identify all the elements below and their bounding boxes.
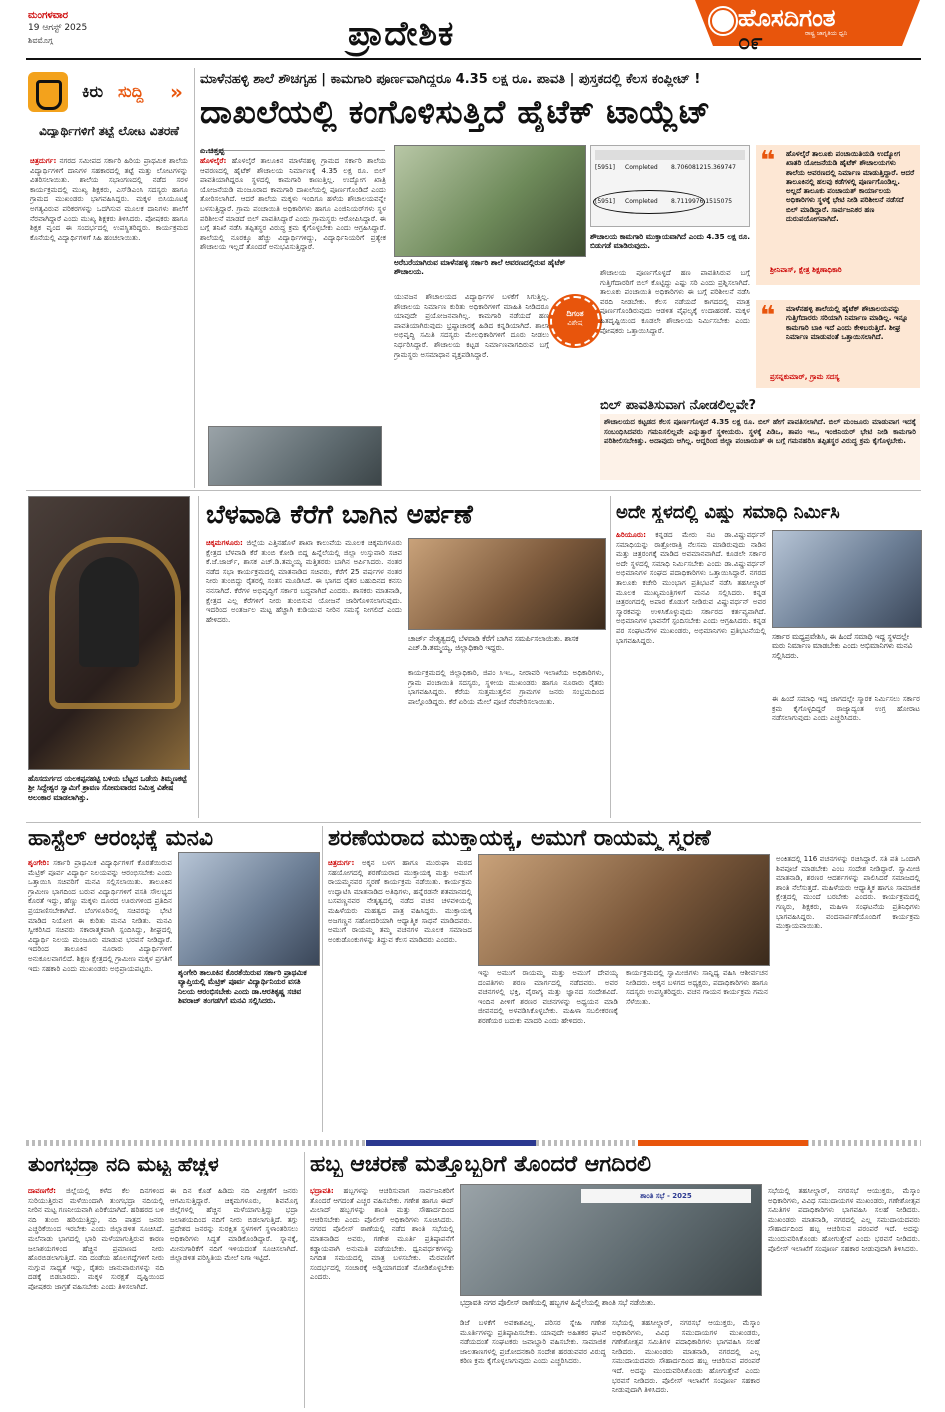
vishnu-photo-caption: ಸರ್ಕಾರ ಮಧ್ಯಪ್ರವೇಶಿಸಿ, ಈ ಹಿಂದೆ ಸಮಾಧಿ ಇದ್ದ ಸ್ಥಳದಲ್ಲೇ ಮರು ನಿರ್ಮಾಣ ಮಾಡಬೇಕು ಎಂದು ಅಭಿಮಾನಿಗಳು ಮನವಿ ಸಲ್ಲಿಸಿದರು. (772, 632, 913, 660)
habba-body: ಭದ್ರಾವತಿ: ಹಬ್ಬಗಳನ್ನು ಆಚರಿಸುವಾಗ ಸಾರ್ವಜನಿಕರಿಗೆ ತೊಂದರೆ ಆಗದಂತೆ ಎಚ್ಚರ ವಹಿಸಬೇಕು. ಗಣೇಶ ಹಾಗೂ ಈದ್ ಮಿಲಾದ್ ಹಬ್ಬಗಳನ್ನು ಶಾಂತಿ ಮತ್ತು ಸೌಹಾರ್ದದಿಂದ ಆಚರಿಸಬೇಕು ಎಂದು ಪೊಲೀಸ್ ಅಧಿಕಾರಿಗಳು ಸೂಚಿಸಿದರು. ನಗರದ ಪೊಲೀಸ್ ಠಾಣೆಯಲ್ಲಿ ನಡೆದ ಶಾಂತಿ ಸಭೆಯಲ್ಲಿ ಮಾತನಾಡಿದ ಅವರು, ಗಣೇಶ ಮೂರ್ತಿ ಪ್ರತಿಷ್ಠಾಪನೆಗೆ ಕಡ್ಡಾಯವಾಗಿ ಅನುಮತಿ ಪಡೆಯಬೇಕು. ಧ್ವನಿವರ್ಧಕಗಳನ್ನು ನಿಗದಿತ ಸಮಯದಲ್ಲಿ ಮಾತ್ರ ಬಳಸಬೇಕು. ಮೆರವಣಿಗೆ ಸಂದರ್ಭದಲ್ಲಿ ಸಂಚಾರಕ್ಕೆ ಅಡ್ಡಿಯಾಗದಂತೆ ನೋಡಿಕೊಳ್ಳಬೇಕು ಎಂದರು. (310, 1186, 454, 1282)
habba-body-3: ಸಭೆಯಲ್ಲಿ ತಹಸೀಲ್ದಾರ್, ನಗರಸಭೆ ಆಯುಕ್ತರು, ಮೆಸ್ಕಾಂ ಅಧಿಕಾರಿಗಳು, ವಿವಿಧ ಸಮುದಾಯಗಳ ಮುಖಂಡರು, ಗಣೇಶೋತ್ಸವ ಸಮಿತಿಗಳ ಪದಾಧಿಕಾರಿಗಳು ಭಾಗವಹಿಸಿ ಸಲಹೆ ನೀಡಿದರು. ಮುಖಂಡರು ಮಾತನಾಡಿ, ನಗರದಲ್ಲಿ ಎಲ್ಲ ಸಮುದಾಯದವರು ಸೌಹಾರ್ದದಿಂದ ಹಬ್ಬ ಆಚರಿಸುವ ಪರಂಪರೆ ಇದೆ. ಅದನ್ನು ಮುಂದುವರಿಸಿಕೊಂಡು ಹೋಗುತ್ತೇವೆ ಎಂದು ಭರವಸೆ ನೀಡಿದರು. ಪೊಲೀಸ್ ಇಲಾಖೆಗೆ ಸಂಪೂರ್ಣ ಸಹಕಾರ ನೀಡುವುದಾಗಿ ತಿಳಿಸಿದರು. (612, 1318, 760, 1395)
belawadi-headline: ಬೆಳವಾಡಿ ಕೆರೆಗೆ ಬಾಗಿನ ಅರ್ಪಣೆ (206, 500, 473, 530)
sharane-headline: ಶರಣೆಯರಾದ ಮುಕ್ತಾಯಕ್ಕ, ಅಮುಗೆ ರಾಯಮ್ಮ ಸ್ಮರಣೆ (328, 826, 711, 851)
kirusuddi-label-b: ಸುದ್ದಿ (118, 82, 144, 101)
badge-top-text: ದಿಗಂತ (566, 309, 584, 318)
vishnu-body-2: ಈ ಹಿಂದೆ ಸಮಾಧಿ ಇದ್ದ ಜಾಗದಲ್ಲೇ ಸ್ಮಾರಕ ನಿರ್ಮಿಸಲು ಸರ್ಕಾರ ಕ್ರಮ ಕೈಗೊಳ್ಳದಿದ್ದರೆ ರಾಜ್ಯಾದ್ಯಂತ ಉಗ್ರ ಹೋರಾಟ ನಡೆಸಲಾಗುವುದು ಎಂದು ಎಚ್ಚರಿಸಿದರು. (772, 694, 920, 723)
lead-subhead-box: ಶೌಚಾಲಯದ ಕಟ್ಟಡದ ಕೆಲಸ ಪೂರ್ಣಗೊಳ್ಳದೆ 4.35 ಲಕ್ಷ ರೂ. ಬಿಲ್ ಹೇಗೆ ಪಾವತಿಸಲಾಗಿದೆ. ಬಿಲ್ ಮಂಜೂರು ಮಾಡುವಾಗ ಇದಕ್ಕೆ ಸಂಬಂಧಿಸಿದವರು ಗಮನಿಸಲಿಲ್ಲವೇ ಎನ್ನುತ್ತಾರೆ ಸ್ಥಳೀಯರು. ಸ್ಥಳಕ್ಕೆ ಪಿಡಿಒ, ತಾಪಂ ಇಒ, ಇಂಜಿನಿಯರ್ ಭೇಟಿ ನೀಡಿ ಕಾಮಗಾರಿ ಪರಿಶೀಲಿಸಬೇಕಿತ್ತು. ಅದಾವುದು ಆಗಿಲ್ಲ. ಆದ್ದರಿಂದ ಜಿಲ್ಲಾ ಪಂಚಾಯತ್ ಈ ಬಗ್ಗೆ ಗಮನಹರಿಸಿ ತಪ್ಪಿತಸ್ಥರ ವಿರುದ್ಧ ಕ್ರಮ ಕೈಗೊಳ್ಳಬೇಕು. (600, 414, 920, 480)
lead-photo-caption: ಅರೆಬರೆಯಾಗಿರುವ ಮಾಳೆನಹಳ್ಳಿ ಸರ್ಕಾರಿ ಶಾಲೆ ಆವರಣದಲ್ಲಿರುವ ಹೈಟೆಕ್ ಶೌಚಾಲಯ. (394, 258, 566, 277)
hostel-headline: ಹಾಸ್ಟೆಲ್ ಆರಂಭಕ್ಕೆ ಮನವಿ (28, 826, 214, 851)
kirusuddi-headline: ವಿದ್ಯಾರ್ಥಿಗಳಿಗೆ ತಟ್ಟೆ ಲೋಟ ವಿತರಣೆ (39, 124, 179, 138)
doc-id-2: [5951] (595, 198, 615, 205)
belawadi-photo-caption: ಚಾರ್ಜ್ ನೇತೃತ್ವದಲ್ಲಿ ಬೆಳವಾಡಿ ಕೆರೆಗೆ ಬಾಗಿನ ಸಮರ್ಪಿಸಲಾಯಿತು. ಶಾಸಕ ಎಚ್.ಡಿ.ತಮ್ಮಯ್ಯ, ಜಿಲ್ಲಾಧಿಕಾರಿ ಇದ್ದರು. (408, 634, 579, 653)
habba-photo (460, 1184, 762, 1296)
tungabhadra-body: ದಾವಣಗೆರೆ: ಜಿಲ್ಲೆಯಲ್ಲಿ ಕಳೆದ ಕೆಲ ದಿನಗಳಿಂದ ಸುರಿಯುತ್ತಿರುವ ಮಳೆಯಿಂದಾಗಿ ತುಂಗಭದ್ರಾ ನದಿಯಲ್ಲಿ ನೀರಿನ ಮಟ್ಟ ಗಣನೀಯವಾಗಿ ಏರಿಕೆಯಾಗಿದೆ. ಹರಿಹರದ ಬಳಿ ನದಿ ತುಂಬಿ ಹರಿಯುತ್ತಿದ್ದು, ನದಿ ಪಾತ್ರದ ಜನರು ಎಚ್ಚರಿಕೆಯಿಂದ ಇರಬೇಕು ಎಂದು ಜಿಲ್ಲಾಡಳಿತ ಸೂಚಿಸಿದೆ. ಮಲೆನಾಡು ಭಾಗದಲ್ಲಿ ಭಾರಿ ಮಳೆಯಾಗುತ್ತಿರುವ ಕಾರಣ ಜಲಾಶಯಗಳಿಂದ ಹೆಚ್ಚಿನ ಪ್ರಮಾಣದ ನೀರು ಹೊರಬಿಡಲಾಗುತ್ತಿದೆ. ನದಿ ದಂಡೆಯ ಹೊಲಗದ್ದೆಗಳಿಗೆ ನೀರು ನುಗ್ಗುವ ಸಾಧ್ಯತೆ ಇದ್ದು, ರೈತರು ಜಾನುವಾರುಗಳನ್ನು ನದಿ ದಡಕ್ಕೆ ಬಿಡಬಾರದು. ಮಕ್ಕಳ ಸುರಕ್ಷತೆ ದೃಷ್ಟಿಯಿಂದ ಪೋಷಕರು ಜಾಗ್ರತೆ ವಹಿಸಬೇಕು ಎಂದು ತಿಳಿಸಲಾಗಿದೆ. (28, 1186, 164, 1291)
masthead-date: 19 ಆಗಸ್ಟ್ 2025 (28, 23, 88, 33)
sharane-body-2: ಇನ್ನು ಅಮುಗೆ ರಾಯಮ್ಮ ಮತ್ತು ಅಮುಗೆ ದೇವಯ್ಯ ದಂಪತಿಗಳು ಶರಣ ಮಾರ್ಗದಲ್ಲಿ ನಡೆದವರು. ಅವರ ವಚನಗಳಲ್ಲಿ ಭಕ್ತಿ, ವೈರಾಗ್ಯ ಮತ್ತು ಜ್ಞಾನದ ಸಂದೇಶವಿದೆ. ಇಂದಿನ ಪೀಳಿಗೆ ಶರಣರ ವಚನಗಳನ್ನು ಅಧ್ಯಯನ ಮಾಡಿ ಜೀವನದಲ್ಲಿ ಅಳವಡಿಸಿಕೊಳ್ಳಬೇಕು. ಮಹಿಳಾ ಸಬಲೀಕರಣಕ್ಕೆ ಶರಣೆಯರ ಬದುಕು ಮಾದರಿ ಎಂದು ಹೇಳಿದರು. (478, 968, 618, 1025)
habba-body-2: ಡಿಜೆ ಬಳಕೆಗೆ ಅವಕಾಶವಿಲ್ಲ. ಪರಿಸರ ಸ್ನೇಹಿ ಗಣೇಶ ಮೂರ್ತಿಗಳನ್ನು ಪ್ರತಿಷ್ಠಾಪಿಸಬೇಕು. ಯಾವುದೇ ಅಹಿತಕರ ಘಟನೆ ನಡೆಯದಂತೆ ಸಂಘಟಕರು ಜವಾಬ್ದಾರಿ ವಹಿಸಬೇಕು. ಸಾಮಾಜಿಕ ಜಾಲತಾಣಗಳಲ್ಲಿ ಪ್ರಚೋದನಕಾರಿ ಸಂದೇಶ ಹರಡುವವರ ವಿರುದ್ಧ ಕಠಿಣ ಕ್ರಮ ಕೈಗೊಳ್ಳಲಾಗುವುದು ಎಂದು ಎಚ್ಚರಿಸಿದರು. (460, 1318, 606, 1366)
hostel-photo (178, 852, 320, 966)
sharane-body: ಚಿತ್ರದುರ್ಗ: ಅಕ್ಕನ ಬಳಗ ಹಾಗೂ ಮುರುಘಾ ಮಠದ ಸಹಯೋಗದಲ್ಲಿ ಶರಣೆಯರಾದ ಮುಕ್ತಾಯಕ್ಕ ಮತ್ತು ಅಮುಗೆ ರಾಯಮ್ಮನವರ ಸ್ಮರಣೆ ಕಾರ್ಯಕ್ರಮ ನಡೆಯಿತು. ಕಾರ್ಯಕ್ರಮ ಉದ್ಘಾಟಿಸಿ ಮಾತನಾಡಿದ ಅತಿಥಿಗಳು, ಹನ್ನೆರಡನೇ ಶತಮಾನದಲ್ಲಿ ಬಸವಣ್ಣನವರ ನೇತೃತ್ವದಲ್ಲಿ ನಡೆದ ವಚನ ಚಳವಳಿಯಲ್ಲಿ ಮಹಿಳೆಯರು ಮಹತ್ವದ ಪಾತ್ರ ವಹಿಸಿದ್ದರು. ಮುಕ್ತಾಯಕ್ಕ ಅಜಗಣ್ಣನ ಸಹೋದರಿಯಾಗಿ ಆಧ್ಯಾತ್ಮಿಕ ಸಾಧನೆ ಮಾಡಿದವರು. ಅಮುಗೆ ರಾಯಮ್ಮ ತಮ್ಮ ವಚನಗಳ ಮೂಲಕ ಸಮಾಜದ ಅಂಕುಡೊಂಕುಗಳನ್ನು ತಿದ್ದುವ ಕೆಲಸ ಮಾಡಿದರು ಎಂದರು. (328, 858, 472, 944)
chevrons-icon: » (170, 80, 183, 104)
belawadi-photo (408, 538, 606, 630)
habba-banner: ಶಾಂತಿ ಸಭೆ - 2025 (581, 1189, 751, 1203)
quote-icon-2: ❝ (760, 301, 776, 331)
kirusuddi-box (26, 70, 188, 120)
belawadi-body-2: ಕಾರ್ಯಕ್ರಮದಲ್ಲಿ ಜಿಲ್ಲಾಧಿಕಾರಿ, ಜಿಪಂ ಸಿಇಒ, ನೀರಾವರಿ ಇಲಾಖೆಯ ಅಧಿಕಾರಿಗಳು, ಗ್ರಾಮ ಪಂಚಾಯಿತಿ ಸದಸ್ಯರು, ಸ್ಥಳೀಯ ಮುಖಂಡರು ಹಾಗೂ ನೂರಾರು ರೈತರು ಭಾಗವಹಿಸಿದ್ದರು. ಕೆರೆಯ ಸುತ್ತಮುತ್ತಲಿನ ಗ್ರಾಮಗಳ ಜನರು ಸಂಭ್ರಮದಿಂದ ಪಾಲ್ಗೊಂಡಿದ್ದರು. ಕೆರೆ ಏರಿಯ ಮೇಲೆ ಪೂಜೆ ನೆರವೇರಿಸಲಾಯಿತು. (408, 668, 604, 706)
logo-emblem-icon (710, 8, 736, 34)
vishnu-photo (772, 530, 922, 628)
lead-byline: ಎ.ಚಿತ್ತಪ್ಪ (200, 146, 225, 155)
logo-tagline: ರಾಷ್ಟ್ರ ಜಾಗೃತಿಯ ಧ್ವನಿ (805, 30, 848, 37)
quote-box-2 (756, 300, 920, 388)
belawadi-body: ಚಿಕ್ಕಮಗಳೂರು: ಜಿಲ್ಲೆಯ ಎತ್ತಿನಹೊಳೆ ಶಾಖಾ ಕಾಲುವೆಯ ಮೂಲಕ ಚಿಕ್ಕಮಗಳೂರು ಕ್ಷೇತ್ರದ ಬೆಳವಾಡಿ ಕೆರೆ ತುಂಬಿ ಕೋಡಿ ಬಿದ್ದ ಹಿನ್ನೆಲೆಯಲ್ಲಿ ಜಿಲ್ಲಾ ಉಸ್ತುವಾರಿ ಸಚಿವ ಕೆ.ಜೆ.ಜಾರ್ಜ್, ಶಾಸಕ ಎಚ್.ಡಿ.ತಮ್ಮಯ್ಯ ಮತ್ತಿತರರು ಬಾಗಿನ ಅರ್ಪಿಸಿದರು. ನಂತರ ನಡೆದ ಸಭಾ ಕಾರ್ಯಕ್ರಮದಲ್ಲಿ ಮಾತನಾಡಿದ ಸಚಿವರು, ಕೆರೆಗೆ 25 ವರ್ಷಗಳ ನಂತರ ನೀರು ತುಂಬಿದ್ದು ರೈತರಲ್ಲಿ ಸಂತಸ ಮೂಡಿಸಿದೆ. ಈ ಭಾಗದ ರೈತರ ಬಹುದಿನದ ಕನಸು ನನಸಾಗಿದೆ. ಕೆರೆಗಳ ಅಭಿವೃದ್ಧಿಗೆ ಸರ್ಕಾರ ಬದ್ಧವಾಗಿದೆ ಎಂದರು. ಶಾಸಕರು ಮಾತನಾಡಿ, ಕ್ಷೇತ್ರದ ಎಲ್ಲ ಕೆರೆಗಳಿಗೆ ನೀರು ತುಂಬಿಸುವ ಯೋಜನೆ ಜಾರಿಗೊಳಿಸಲಾಗುವುದು. ಇದರಿಂದ ಅಂತರ್ಜಲ ಮಟ್ಟ ಹೆಚ್ಚಾಗಿ ಕುಡಿಯುವ ನೀರಿನ ಸಮಸ್ಯೆ ನೀಗಲಿದೆ ಎಂದು ಹೇಳಿದರು. (206, 538, 402, 624)
tungabhadra-headline: ತುಂಗಭದ್ರಾ ನದಿ ಮಟ್ಟ ಹೆಚ್ಚಳ (28, 1152, 219, 1176)
doc-num-2: 8.7119976.1515075 (671, 198, 733, 205)
hostel-photo-caption: ಶೃಂಗೇರಿ ತಾಲೂಕಿನ ಕೊರತೆಯಿರುವ ಸರ್ಕಾರಿ ಪ್ರಾಥಮಿಕ ವ್ಯಾಪ್ತಿಯಲ್ಲಿ ಮೆಟ್ರಿಕ್ ಪೂರ್ವ ವಿದ್ಯಾರ್ಥಿನಿಯರ ವಸತಿ ನಿಲಯ ಆರಂಭಿಸಬೇಕು ಎಂದು ಡಾ.ಆರತಿಕೃಷ್ಣ ಸಚಿವ ಶಿವರಾಜ್ ತಂಗಡಗಿಗೆ ಮನವಿ ಸಲ್ಲಿಸಿದರು. (178, 968, 307, 1006)
bill-document (590, 145, 750, 227)
doc-id-1: [5951] (595, 164, 615, 171)
quote-1-text: ಹೊಳಲ್ಕೆರೆ ತಾಲೂಕು ಪಂಚಾಯಿತಿಯಡಿ ಉದ್ಯೋಗ ಖಾತರಿ ಯೋಜನೆಯಡಿ ಹೈಟೆಕ್ ಶೌಚಾಲಯಗಳು ಶಾಲೆಯ ಆವರಣದಲ್ಲಿ ನಿರ್ಮಾಣ ಮಾಡುತ್ತಿದ್ದಾರೆ. ಆದರೆ ತಾಲೂಕಿನಲ್ಲಿ ಹಲವು ಕಡೆಗಳಲ್ಲಿ ಪೂರ್ಣಗೊಂಡಿಲ್ಲ. ಅಲ್ಲದೆ ತಾಲೂಕು ಪಂಚಾಯತ್ ಕಾರ್ಯಾಲಯ ಅಧಿಕಾರಿಗಳು ಸ್ಥಳಕ್ಕೆ ಭೇಟಿ ನೀಡಿ ಪರಿಶೀಲನೆ ನಡೆಸದೆ ಬಿಲ್ ಮಾಡಿದ್ದಾರೆ. ಸಾರ್ವಜನಿಕರ ಹಣ ದುರುಪಯೋಗವಾಗಿದೆ. (786, 149, 915, 224)
habba-photo-caption: ಭದ್ರಾವತಿ ನಗರ ಪೊಲೀಸ್ ಠಾಣೆಯಲ್ಲಿ ಹಬ್ಬಗಳ ಹಿನ್ನೆಲೆಯಲ್ಲಿ ಶಾಂತಿ ಸಭೆ ನಡೆಯಿತು. (460, 1298, 656, 1307)
doc-status-1: Completed (625, 164, 658, 171)
doc-caption: ಶೌಚಾಲಯ ಕಾಮಗಾರಿ ಮುಕ್ತಾಯವಾಗಿದೆ ಎಂದು 4.35 ಲಕ್ಷ ರೂ. ಬಿಡುಗಡೆ ಮಾಡಿರುವುದು. (590, 232, 750, 251)
quote-box-1 (756, 145, 920, 285)
kirusuddi-label-a: ಕಿರು (82, 82, 104, 101)
lead-toilet-photo (394, 145, 586, 257)
lead-kicker: ಮಾಳೆನಹಳ್ಳಿ ಶಾಲೆ ಶೌಚಗೃಹ | ಕಾಮಗಾರಿ ಪೂರ್ಣವಾಗಿದ್ದರೂ 4.35 ಲಕ್ಷ ರೂ. ಪಾವತಿ | ಪುಸ್ತಕದಲ್ಲಿ ಕೆಲಸ ಕಂಪ್ಲೀಟ್ ! (200, 72, 701, 87)
tungabhadra-body-2: ಈ ದಿನ ಕೊಡೆ ಹಿಡಿದು ನದಿ ವೀಕ್ಷಣೆಗೆ ಜನರು ಆಗಮಿಸುತ್ತಿದ್ದಾರೆ. ಚಿಕ್ಕಮಗಳೂರು, ಶಿವಮೊಗ್ಗ ಜಿಲ್ಲೆಗಳಲ್ಲಿ ಹೆಚ್ಚಿನ ಮಳೆಯಾಗುತ್ತಿದ್ದು ಭದ್ರಾ ಜಲಾಶಯದಿಂದ ನದಿಗೆ ನೀರು ಬಿಡಲಾಗುತ್ತಿದೆ. ತಗ್ಗು ಪ್ರದೇಶದ ಜನರನ್ನು ಸುರಕ್ಷಿತ ಸ್ಥಳಗಳಿಗೆ ಸ್ಥಳಾಂತರಿಸಲು ಅಧಿಕಾರಿಗಳು ಸಿದ್ಧತೆ ಮಾಡಿಕೊಂಡಿದ್ದಾರೆ. ಸ್ನಾನಕ್ಕೆ, ಮೀನುಗಾರಿಕೆಗೆ ನದಿಗೆ ಇಳಿಯದಂತೆ ಸೂಚಿಸಲಾಗಿದೆ. ಜಿಲ್ಲಾಡಳಿತ ಪರಿಸ್ಥಿತಿಯ ಮೇಲೆ ನಿಗಾ ಇಟ್ಟಿದೆ. (170, 1186, 298, 1263)
newspaper-logo: ಹೊಸದಿಗಂತ (738, 4, 836, 32)
masthead-day: ಮಂಗಳವಾರ (28, 10, 69, 21)
masthead-rule (26, 58, 921, 60)
lead-body: ಹೊಳಲ್ಕೆರೆ: ಹೊಳಲ್ಕೆರೆ ತಾಲೂಕಿನ ಮಾಳೆನಹಳ್ಳಿ ಗ್ರಾಮದ ಸರ್ಕಾರಿ ಶಾಲೆಯ ಆವರಣದಲ್ಲಿ ಹೈಟೆಕ್ ಶೌಚಾಲಯ ನಿರ್ಮಾಣಕ್ಕೆ 4.35 ಲಕ್ಷ ರೂ. ಬಿಲ್ ಪಾವತಿಯಾಗಿದ್ದರೂ ಸ್ಥಳದಲ್ಲಿ ಕಾಮಗಾರಿ ಕಾಣುತ್ತಿಲ್ಲ. ಉದ್ಯೋಗ ಖಾತ್ರಿ ಯೋಜನೆಯಡಿ ಮಂಜೂರಾದ ಕಾಮಗಾರಿ ದಾಖಲೆಯಲ್ಲಿ ಪೂರ್ಣಗೊಂಡಿದೆ ಎಂದು ತೋರಿಸಲಾಗಿದೆ. ಆದರೆ ಶಾಲೆಯ ಮಕ್ಕಳು ಇಂದಿಗೂ ಹಳೆಯ ಶೌಚಾಲಯವನ್ನೇ ಬಳಸುತ್ತಿದ್ದಾರೆ. ಗ್ರಾಮ ಪಂಚಾಯಿತಿ ಅಧಿಕಾರಿಗಳು ಹಾಗೂ ಎಂಜಿನಿಯರ್‌ಗಳು ಸ್ಥಳ ಪರಿಶೀಲನೆ ಮಾಡದೆ ಬಿಲ್ ಪಾವತಿಸಿದ್ದಾರೆ ಎಂದು ಗ್ರಾಮಸ್ಥರು ಆರೋಪಿಸಿದ್ದಾರೆ. ಈ ಬಗ್ಗೆ ತನಿಖೆ ನಡೆಸಿ ತಪ್ಪಿತಸ್ಥರ ವಿರುದ್ಧ ಕ್ರಮ ಕೈಗೊಳ್ಳಬೇಕು ಎಂದು ಆಗ್ರಹಿಸಿದ್ದಾರೆ. ಶಾಲೆಯಲ್ಲಿ ನೂರಕ್ಕೂ ಹೆಚ್ಚು ವಿದ್ಯಾರ್ಥಿಗಳಿದ್ದು, ವಿದ್ಯಾರ್ಥಿನಿಯರಿಗೆ ಪ್ರತ್ಯೇಕ ಶೌಚಾಲಯ ಇಲ್ಲದೆ ತೊಂದರೆ ಅನುಭವಿಸುತ್ತಿದ್ದಾರೆ. (200, 156, 386, 252)
kirusuddi-dateline: ಚಿತ್ರದುರ್ಗ: (30, 156, 57, 165)
doc-num-1: 8.706081215.369747 (671, 164, 736, 171)
sharane-photo (478, 854, 770, 966)
badge-bottom-text: ವಿಶೇಷ (567, 319, 583, 327)
quote-icon: ❝ (760, 146, 776, 176)
masthead-city: ಶಿವಮೊಗ್ಗ (28, 36, 53, 45)
lead-school-photo (208, 426, 382, 486)
lead-byline-bar (200, 138, 385, 155)
doc-status-2: Completed (625, 198, 658, 205)
color-stripe (26, 1140, 921, 1146)
sharane-body-4: ಅಂಕಿತದಲ್ಲಿ 116 ವಚನಗಳನ್ನು ರಚಿಸಿದ್ದಾರೆ. ಸತಿ ಪತಿ ಒಂದಾಗಿ ಶಿವಪೂಜೆ ಮಾಡಬೇಕು ಎಂಬ ಸಂದೇಶ ನೀಡಿದ್ದಾರೆ. ಸ್ವಾಮೀಜಿ ಮಾತನಾಡಿ, ಶರಣರ ಆದರ್ಶಗಳನ್ನು ಪಾಲಿಸಿದರೆ ಸಮಾಜದಲ್ಲಿ ಶಾಂತಿ ನೆಲೆಸುತ್ತದೆ. ಮಹಿಳೆಯರು ಆಧ್ಯಾತ್ಮಿಕ ಹಾಗೂ ಸಾಮಾಜಿಕ ಕ್ಷೇತ್ರದಲ್ಲಿ ಮುಂದೆ ಬರಬೇಕು ಎಂದರು. ಕಾರ್ಯಕ್ರಮದಲ್ಲಿ ಗಣ್ಯರು, ಶಿಕ್ಷಕರು, ಮಹಿಳಾ ಸಂಘಟನೆಯ ಪ್ರತಿನಿಧಿಗಳು ಭಾಗವಹಿಸಿದ್ದರು. ವಂದನಾರ್ಪಣೆಯೊಂದಿಗೆ ಕಾರ್ಯಕ್ರಮ ಮುಕ್ತಾಯವಾಯಿತು. (776, 854, 920, 931)
kirusuddi-body: ಚಿತ್ರದುರ್ಗ: ನಗರದ ಸಮೀಪದ ಸರ್ಕಾರಿ ಹಿರಿಯ ಪ್ರಾಥಮಿಕ ಶಾಲೆಯ ವಿದ್ಯಾರ್ಥಿಗಳಿಗೆ ದಾನಿಗಳ ಸಹಕಾರದಲ್ಲಿ ತಟ್ಟೆ ಮತ್ತು ಲೋಟಗಳನ್ನು ವಿತರಿಸಲಾಯಿತು. ಶಾಲೆಯ ಸಭಾಂಗಣದಲ್ಲಿ ನಡೆದ ಸರಳ ಕಾರ್ಯಕ್ರಮದಲ್ಲಿ ಮುಖ್ಯ ಶಿಕ್ಷಕರು, ಎಸ್‌ಡಿಎಂಸಿ ಸದಸ್ಯರು ಹಾಗೂ ಗ್ರಾಮದ ಮುಖಂಡರು ಭಾಗವಹಿಸಿದ್ದರು. ಮಕ್ಕಳ ಬಿಸಿಯೂಟಕ್ಕೆ ಅಗತ್ಯವಿರುವ ಪರಿಕರಗಳನ್ನು ಒದಗಿಸುವ ಮೂಲಕ ದಾನಿಗಳು ಶಾಲೆಗೆ ನೆರವಾಗಿದ್ದಾರೆ ಎಂದು ಮುಖ್ಯ ಶಿಕ್ಷಕರು ತಿಳಿಸಿದರು. ಪೋಷಕರು ಹಾಗೂ ಶಿಕ್ಷಕ ವೃಂದ ಈ ಸಂದರ್ಭದಲ್ಲಿ ಉಪಸ್ಥಿತರಿದ್ದರು. ಕಾರ್ಯಕ್ರಮದ ಕೊನೆಯಲ್ಲಿ ವಿದ್ಯಾರ್ಥಿಗಳಿಗೆ ಸಿಹಿ ಹಂಚಲಾಯಿತು. (30, 156, 188, 242)
quote-2-text: ಮಾಳೆನಹಳ್ಳಿ ಶಾಲೆಯಲ್ಲಿ ಹೈಟೆಕ್ ಶೌಚಾಲಯವನ್ನು ಗುತ್ತಿಗೆದಾರರು ಸರಿಯಾಗಿ ನಿರ್ಮಾಣ ಮಾಡಿಲ್ಲ. ಇನ್ನೂ ಕಾಮಗಾರಿ ಬಾಕಿ ಇದೆ ಎಂದು ಕೇಳಿಬರುತ್ತಿದೆ. ಶೀಘ್ರ ನಿರ್ಮಾಣ ಮಾಡುವಂತೆ ಒತ್ತಾಯಿಸಲಾಗಿದೆ. (786, 304, 909, 341)
vishesha-badge (550, 296, 600, 346)
vishnu-headline: ಅದೇ ಸ್ಥಳದಲ್ಲಿ ವಿಷ್ಣು ಸಮಾಧಿ ನಿರ್ಮಿಸಿ (616, 502, 840, 523)
hostel-body: ಶೃಂಗೇರಿ: ಸರ್ಕಾರಿ ಪ್ರಾಥಮಿಕ ವಿದ್ಯಾರ್ಥಿಗಳಿಗೆ ಕೊರತೆಯಿರುವ ಮೆಟ್ರಿಕ್ ಪೂರ್ವ ವಿದ್ಯಾರ್ಥಿ ನಿಲಯವನ್ನು ಆರಂಭಿಸಬೇಕು ಎಂದು ಒತ್ತಾಯಿಸಿ ಸಚಿವರಿಗೆ ಮನವಿ ಸಲ್ಲಿಸಲಾಯಿತು. ತಾಲೂಕಿನ ಗ್ರಾಮೀಣ ಭಾಗದಿಂದ ಬರುವ ವಿದ್ಯಾರ್ಥಿಗಳಿಗೆ ವಸತಿ ಸೌಲಭ್ಯದ ಕೊರತೆ ಇದ್ದು, ಹೆಣ್ಣು ಮಕ್ಕಳು ದೂರದ ಊರುಗಳಿಂದ ಪ್ರತಿದಿನ ಪ್ರಯಾಣಿಸಬೇಕಾಗಿದೆ. ಬೆಂಗಳೂರಿನಲ್ಲಿ ಸಚಿವರನ್ನು ಭೇಟಿ ಮಾಡಿದ ನಿಯೋಗ ಈ ಕುರಿತು ಮನವಿ ನೀಡಿತು. ಮನವಿ ಸ್ವೀಕರಿಸಿದ ಸಚಿವರು ಸಕಾರಾತ್ಮಕವಾಗಿ ಸ್ಪಂದಿಸಿದ್ದು, ಶೀಘ್ರದಲ್ಲಿ ವಿದ್ಯಾರ್ಥಿ ನಿಲಯ ಮಂಜೂರು ಮಾಡುವ ಭರವಸೆ ನೀಡಿದ್ದಾರೆ. ಇದರಿಂದ ತಾಲೂಕಿನ ನೂರಾರು ವಿದ್ಯಾರ್ಥಿಗಳಿಗೆ ಅನುಕೂಲವಾಗಲಿದೆ. ಶಿಕ್ಷಣ ಕ್ಷೇತ್ರದಲ್ಲಿ ಗ್ರಾಮೀಣ ಮಕ್ಕಳ ಪ್ರಗತಿಗೆ ಇದು ಸಹಕಾರಿ ಎಂದು ಮುಖಂಡರು ಅಭಿಪ್ರಾಯಪಟ್ಟರು. (28, 858, 172, 973)
habba-headline: ಹಬ್ಬ ಆಚರಣೆ ಮತ್ತೊಬ್ಬರಿಗೆ ತೊಂದರೆ ಆಗದಿರಲಿ (310, 1152, 651, 1177)
lead-body-2: ಯುವಜನ ಶೌಚಾಲಯದ ವಿದ್ಯಾರ್ಥಿಗಳ ಬಳಕೆಗೆ ಸಿಗುತ್ತಿಲ್ಲ. ಶೌಚಾಲಯ ನಿರ್ಮಾಣ ಕುರಿತು ಅಧಿಕಾರಿಗಳಿಗೆ ಮಾಹಿತಿ ನೀಡಿದರೂ ಯಾವುದೇ ಪ್ರಯೋಜನವಾಗಿಲ್ಲ. ಕಾಮಗಾರಿ ನಡೆಯದೆ ಹಣ ಪಾವತಿಯಾಗಿರುವುದು ಭ್ರಷ್ಟಾಚಾರಕ್ಕೆ ಹಿಡಿದ ಕನ್ನಡಿಯಾಗಿದೆ. ಶಾಲಾ ಅಭಿವೃದ್ಧಿ ಸಮಿತಿ ಸದಸ್ಯರು ಮೇಲಧಿಕಾರಿಗಳಿಗೆ ದೂರು ನೀಡಲು ನಿರ್ಧರಿಸಿದ್ದಾರೆ. ಶೌಚಾಲಯ ಕಟ್ಟಡ ನಿರ್ಮಾಣವಾಗದಿರುವ ಬಗ್ಗೆ ಗ್ರಾಮಸ್ಥರು ಅಸಮಾಧಾನ ವ್ಯಕ್ತಪಡಿಸಿದ್ದಾರೆ. (394, 292, 549, 359)
vishnu-body: ಹಿರಿಯೂರು: ಕನ್ನಡದ ಮೇರು ನಟ ಡಾ.ವಿಷ್ಣುವರ್ಧನ್ ಸಮಾಧಿಯನ್ನು ರಾತ್ರೋರಾತ್ರಿ ನೆಲಸಮ ಮಾಡಿರುವುದು ನಾಡಿನ ಮತ್ತು ಚಿತ್ರರಂಗಕ್ಕೆ ಮಾಡಿದ ಅವಮಾನವಾಗಿದೆ. ಕೂಡಲೇ ಸರ್ಕಾರ ಅದೇ ಸ್ಥಳದಲ್ಲಿ ಸಮಾಧಿ ನಿರ್ಮಿಸಬೇಕು ಎಂದು ಡಾ.ವಿಷ್ಣುವರ್ಧನ್ ಅಭಿಮಾನಿಗಳ ಸಂಘದ ಪದಾಧಿಕಾರಿಗಳು ಒತ್ತಾಯಿಸಿದ್ದಾರೆ. ನಗರದ ತಾಲೂಕು ಕಚೇರಿ ಮುಂಭಾಗ ಪ್ರತಿಭಟನೆ ನಡೆಸಿ ತಹಸೀಲ್ದಾರ್ ಮೂಲಕ ಮುಖ್ಯಮಂತ್ರಿಗಳಿಗೆ ಮನವಿ ಸಲ್ಲಿಸಿದರು. ಕನ್ನಡ ಚಿತ್ರರಂಗದಲ್ಲಿ ಅಪಾರ ಕೊಡುಗೆ ನೀಡಿರುವ ವಿಷ್ಣುವರ್ಧನ್ ಅವರ ಸ್ಮಾರಕವನ್ನು ಉಳಿಸಿಕೊಳ್ಳುವುದು ಸರ್ಕಾರದ ಕರ್ತವ್ಯವಾಗಿದೆ. ಅಭಿಮಾನಿಗಳ ಭಾವನೆಗೆ ಸ್ಪಂದಿಸಬೇಕು ಎಂದು ಆಗ್ರಹಿಸಿದರು. ಕನ್ನಡ ಪರ ಸಂಘಟನೆಗಳ ಮುಖಂಡರು, ಅಭಿಮಾನಿಗಳು ಪ್ರತಿಭಟನೆಯಲ್ಲಿ ಭಾಗವಹಿಸಿದ್ದರು. (616, 530, 766, 645)
quote-1-author: ಶ್ರೀನಿವಾಸ್, ಕ್ಷೇತ್ರ ಶಿಕ್ಷಣಾಧಿಕಾರಿ (770, 265, 842, 274)
sharane-body-3: ಕಾರ್ಯಕ್ರಮದಲ್ಲಿ ಸ್ವಾಮೀಜಿಗಳು ಸಾನ್ನಿಧ್ಯ ವಹಿಸಿ ಆಶೀರ್ವಚನ ನೀಡಿದರು. ಅಕ್ಕನ ಬಳಗದ ಅಧ್ಯಕ್ಷರು, ಪದಾಧಿಕಾರಿಗಳು ಹಾಗೂ ಸದಸ್ಯರು ಉಪಸ್ಥಿತರಿದ್ದರು. ವಚನ ಗಾಯನ ಕಾರ್ಯಕ್ರಮ ಗಮನ ಸೆಳೆಯಿತು. (626, 968, 768, 1006)
quote-2-author: ಪ್ರಸನ್ನಕುಮಾರ್, ಗ್ರಾಮ ಸದಸ್ಯ (770, 372, 840, 381)
habba-body-4: ಸಭೆಯಲ್ಲಿ ತಹಸೀಲ್ದಾರ್, ನಗರಸಭೆ ಆಯುಕ್ತರು, ಮೆಸ್ಕಾಂ ಅಧಿಕಾರಿಗಳು, ವಿವಿಧ ಸಮುದಾಯಗಳ ಮುಖಂಡರು, ಗಣೇಶೋತ್ಸವ ಸಮಿತಿಗಳ ಪದಾಧಿಕಾರಿಗಳು ಭಾಗವಹಿಸಿ ಸಲಹೆ ನೀಡಿದರು. ಮುಖಂಡರು ಮಾತನಾಡಿ, ನಗರದಲ್ಲಿ ಎಲ್ಲ ಸಮುದಾಯದವರು ಸೌಹಾರ್ದದಿಂದ ಹಬ್ಬ ಆಚರಿಸುವ ಪರಂಪರೆ ಇದೆ. ಅದನ್ನು ಮುಂದುವರಿಸಿಕೊಂಡು ಹೋಗುತ್ತೇವೆ ಎಂದು ಭರವಸೆ ನೀಡಿದರು. ಪೊಲೀಸ್ ಇಲಾಖೆಗೆ ಸಂಪೂರ್ಣ ಸಹಕಾರ ನೀಡುವುದಾಗಿ ತಿಳಿಸಿದರು. (768, 1186, 920, 1253)
temple-photo (28, 496, 190, 770)
lead-body-3: ಶೌಚಾಲಯ ಪೂರ್ಣಗೊಳ್ಳದೆ ಹಣ ಪಾವತಿಸಿರುವ ಬಗ್ಗೆ ಗುತ್ತಿಗೆದಾರರಿಗೆ ಬಿಲ್ ಕೊಟ್ಟಿದ್ದು ಎಷ್ಟು ಸರಿ ಎಂದು ಪ್ರಶ್ನಿಸಲಾಗಿದೆ. ತಾಲೂಕು ಪಂಚಾಯಿತಿ ಅಧಿಕಾರಿಗಳು ಈ ಬಗ್ಗೆ ಪರಿಶೀಲನೆ ನಡೆಸಿ ವರದಿ ನೀಡಬೇಕು. ಕೆಲಸ ನಡೆಯದೆ ಕಾಗದದಲ್ಲಿ ಮಾತ್ರ ಪೂರ್ಣಗೊಂಡಿರುವುದು ಆಡಳಿತ ವೈಫಲ್ಯಕ್ಕೆ ಉದಾಹರಣೆ. ಮಕ್ಕಳ ಹಿತದೃಷ್ಟಿಯಿಂದ ಕೂಡಲೇ ಶೌಚಾಲಯ ನಿರ್ಮಿಸಬೇಕು ಎಂದು ಪೋಷಕರು ಒತ್ತಾಯಿಸಿದ್ದಾರೆ. (600, 268, 750, 335)
lead-subhead: ಬಿಲ್ ಪಾವತಿಸುವಾಗ ನೋಡಲಿಲ್ಲವೇ? (600, 398, 757, 413)
temple-caption: ಹೊಸದುರ್ಗದ ಯಲಕಪ್ಪನಹಟ್ಟಿ ಬಳಿಯ ಬೆಟ್ಟದ ಒಡೆಯ ತಿಮ್ಮಣಕಟ್ಟೆ ಶ್ರೀ ಸಿದ್ದೇಶ್ವರ ಸ್ವಾಮಿಗೆ ಶ್ರಾವಣ ಸೋಮವಾರದ ನಿಮಿತ್ತ ವಿಶೇಷ ಅಲಂಕಾರ ಮಾಡಲಾಗಿತ್ತು. (28, 774, 187, 802)
masthead (0, 0, 945, 62)
section-title: ಪ್ರಾದೇಶಿಕ (348, 14, 455, 54)
lead-headline: ದಾಖಲೆಯಲ್ಲಿ ಕಂಗೊಳಿಸುತ್ತಿದೆ ಹೈಟೆಕ್ ಟಾಯ್ಲೆಟ್ (200, 93, 711, 131)
page-number: ೦೯ (738, 30, 763, 55)
